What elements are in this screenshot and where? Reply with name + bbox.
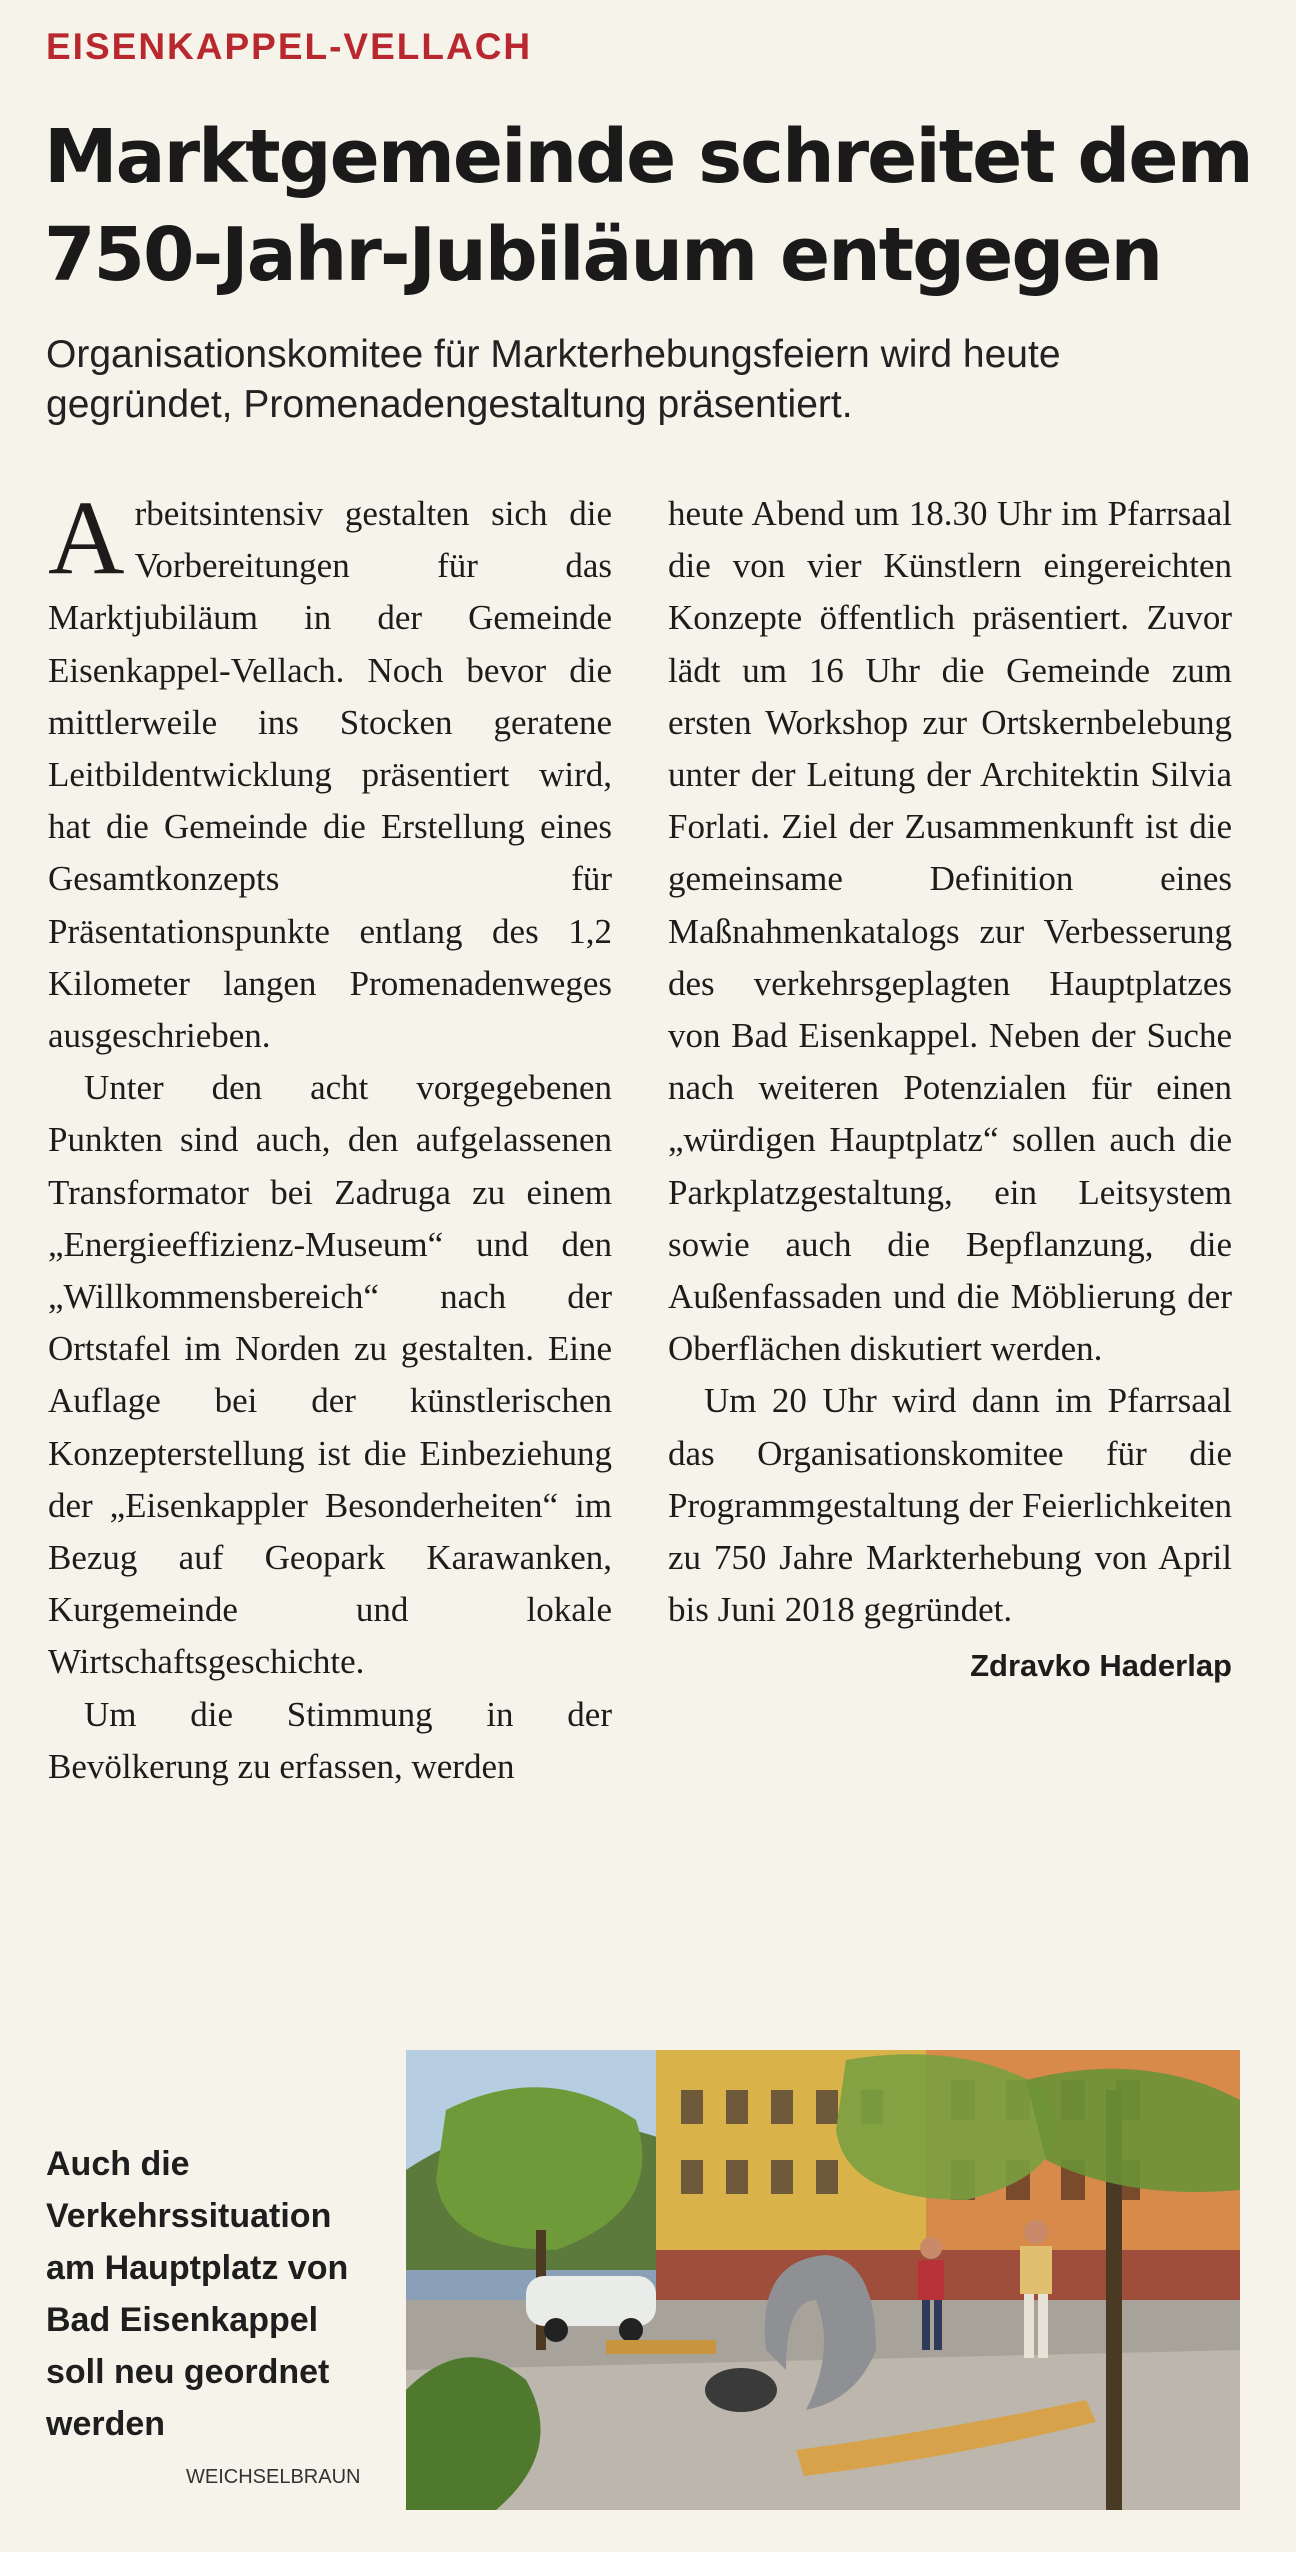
town-square-illustration [406,2050,1240,2510]
body-column-left [48,479,612,1793]
section-kicker: EISENKAPPEL-VELLACH [46,26,533,67]
headline: Marktgemeinde schreitet dem 750-Jahr-Jubiläum entgegen [44,114,1252,298]
town-square-photo [406,2050,1240,2510]
photo-caption: Auch die Verkehrssituation am Hauptplatz von Bad Eisenkappel soll neu geordnet werden [46,2145,349,2443]
body-paragraph: Um 20 Uhr wird dann im Pfarrsaal das Organisationskomitee für die Programmgestaltung der Feierlichkeiten zu 750 Jahre Markterhebung von April bis Juni 2018 gegründet. [668,1381,1232,1630]
body-paragraph: Um die Stimmung in der Bevölkerung zu erfassen, werden [48,1694,612,1786]
body-paragraph: Unter den acht vorgegebenen Punkten sind auch, den aufgelassenen Transformator bei Zadruga zu einem „Energieeffizienz-Museum“ und den „Willkommensbereich“ nach der Ortstafel im Norden zu gestalten. Eine Auflage bei der künstlerischen Konzepterstellung ist die Einbeziehung der „Eisenkappler Besonderheiten“ im Bezug auf Geopark Karawanken, Kurgemeinde und lokale Wirtschaftsgeschichte. [48,1068,612,1682]
body-column-right [668,488,1232,1693]
subheadline: Organisationskomitee für Markterhebungsfeiern wird heute gegründet, Promenadengestaltung präsentiert. [46,333,1061,426]
drop-cap: A [48,479,125,596]
photo-credit: WEICHSELBRAUN [186,2466,361,2488]
paragraph-text: rbeitsintensiv gestalten sich die Vorbereitungen für das Marktjubiläum in der Gemeinde Eisenkappel-Vellach. Noch bevor die mittlerweile ins Stocken geratene Leitbildentwicklung präsentiert wird, hat die Gemeinde die Erstellung eines Gesamtkonzepts für Präsentationspunkte entlang des 1,2 Kilometer langen Promenadenweges ausgeschrieben. [48,494,612,1056]
body-paragraph: heute Abend um 18.30 Uhr im Pfarrsaal die von vier Künstlern eingereichten Konzepte öffentlich präsentiert. Zuvor lädt um 16 Uhr die Gemeinde zum ersten Workshop zur Ortskernbelebung unter der Leitung der Architektin Silvia Forlati. Ziel der Zusammenkunft ist die gemeinsame Definition eines Maßnahmenkatalogs zur Verbesserung des verkehrsgeplagten Hauptplatzes von Bad Eisenkappel. Neben der Suche nach weiteren Potenzialen für einen „würdigen Hauptplatz“ sollen auch die Parkplatzgestaltung, ein Leitsystem sowie auch die Bepflanzung, die Außenfassaden und die Möblierung der Oberflächen diskutiert werden. [668,494,1232,1369]
body-paragraph [48,479,612,1062]
author-byline: Zdravko Haderlap [970,1648,1232,1684]
